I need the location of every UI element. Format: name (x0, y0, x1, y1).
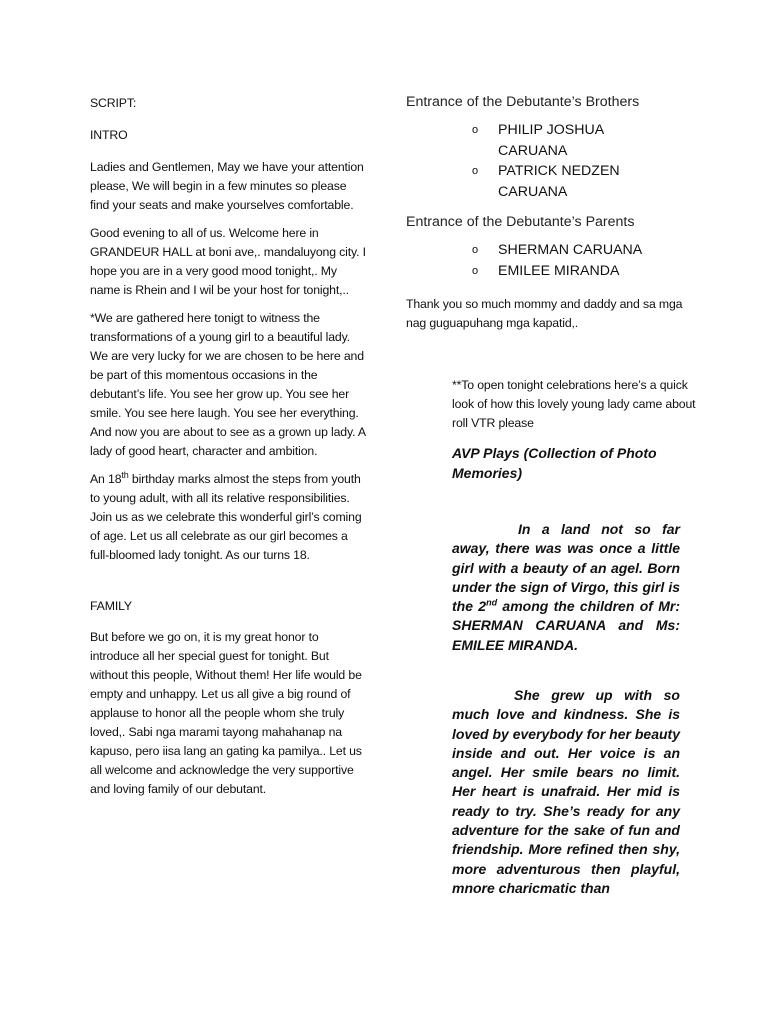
ordinal-suffix: th (121, 469, 129, 480)
bullet-icon: o (472, 264, 479, 277)
story-paragraph-1 (452, 520, 680, 655)
story-paragraph-1-start: In a land not so far away, there was was once a little girl with a beauty of an agel. Born under the sign of Virgo, this girl is the 2 (452, 521, 680, 615)
family-label: FAMILY (90, 599, 132, 613)
brothers-section-title: Entrance of the Debutante’s Brothers (406, 94, 640, 110)
bullet-icon: o (472, 165, 479, 177)
list-item: o PHILIP JOSHUA CARUANA (472, 122, 604, 159)
intro-label: INTRO (90, 128, 128, 142)
intro-paragraph-4 (90, 470, 366, 565)
list-item: o SHERMAN CARUANA (472, 242, 643, 258)
bullet-icon: o (472, 124, 479, 136)
left-column (90, 94, 366, 808)
list-item: o EMILEE MIRANDA (472, 262, 620, 279)
right-column (406, 92, 706, 333)
story-paragraph-1-rest: among the children of Mr: SHERMAN CARUANA and Ms: EMILEE MIRANDA. (452, 598, 680, 653)
story-paragraph-2-text: She grew up with so much love and kindness. She is loved by everybody for her beauty inside and out. Her voice is an angel. Her smile bears no limit. Her heart is unafraid. Her mid is ready to try. She’s ready for any adventure for the sake of fun and friendship. More refined then shy, more adventurous then playful, mnore charicmatic than (452, 687, 680, 896)
parents-list (406, 240, 706, 281)
brothers-list (406, 120, 706, 202)
script-label: SCRIPT: (90, 96, 137, 110)
list-item: o PATRICK NEDZEN CARUANA (472, 163, 620, 200)
intro-paragraph-1: Ladies and Gentlemen, May we have your attention please, We will begin in a few minutes so please find your seats and make yourselves comfortable. (90, 160, 364, 212)
parents-section-title: Entrance of the Debutante’s Parents (406, 214, 635, 230)
intro-paragraph-4-rest: birthday marks almost the steps from youth to young adult, with all its relative responsibilities. Join us as we celebrate this wonderful girl’s coming of age. Let us all celebrate as our girl becomes a full-bloomed lady tonight. As our turns 18. (90, 472, 362, 562)
vtr-intro-note: **To open tonight celebrations here’s a quick look of how this lovely young lady came about roll VTR please (452, 378, 696, 430)
thanks-paragraph: Thank you so much mommy and daddy and sa mga nag guguapuhang mga kapatid,. (406, 297, 683, 330)
family-paragraph-1: But before we go on, it is my great honor to introduce all her special guest for tonight. But without this people, Without them! Her life would be empty and unhappy. Let us all give a big round of applause to honor all the people whom she truly loved,. Sabi nga marami tayong mahahanap na kapuso, pero iisa lang an gating ka pamilya.. Let us all welcome and acknowledge the very supportive and loving family of our debutant. (90, 630, 362, 796)
intro-paragraph-4-start: An 18 (90, 472, 122, 486)
ordinal-suffix: nd (486, 597, 498, 608)
avp-heading: AVP Plays (Collection of Photo Memories) (452, 445, 657, 481)
bullet-icon: o (472, 244, 479, 256)
intro-paragraph-2: Good evening to all of us. Welcome here in GRANDEUR HALL at boni ave,. mandaluyong city. I hope you are in a very good mood tonight,. My name is Rhein and I wil be your host for tonight,.. (90, 226, 366, 297)
intro-paragraph-3: *We are gathered here tonigt to witness the transformations of a young girl to a beautiful lady. We are very lucky for we are chosen to be here and be part of this momentous occasions in the debutant’s life. You see her grow up. You see her smile. You see here laugh. You see her everything. And now you are about to see as a grown up lady. A lady of good heart, character and ambition. (90, 311, 366, 458)
story-paragraph-2 (452, 686, 680, 898)
